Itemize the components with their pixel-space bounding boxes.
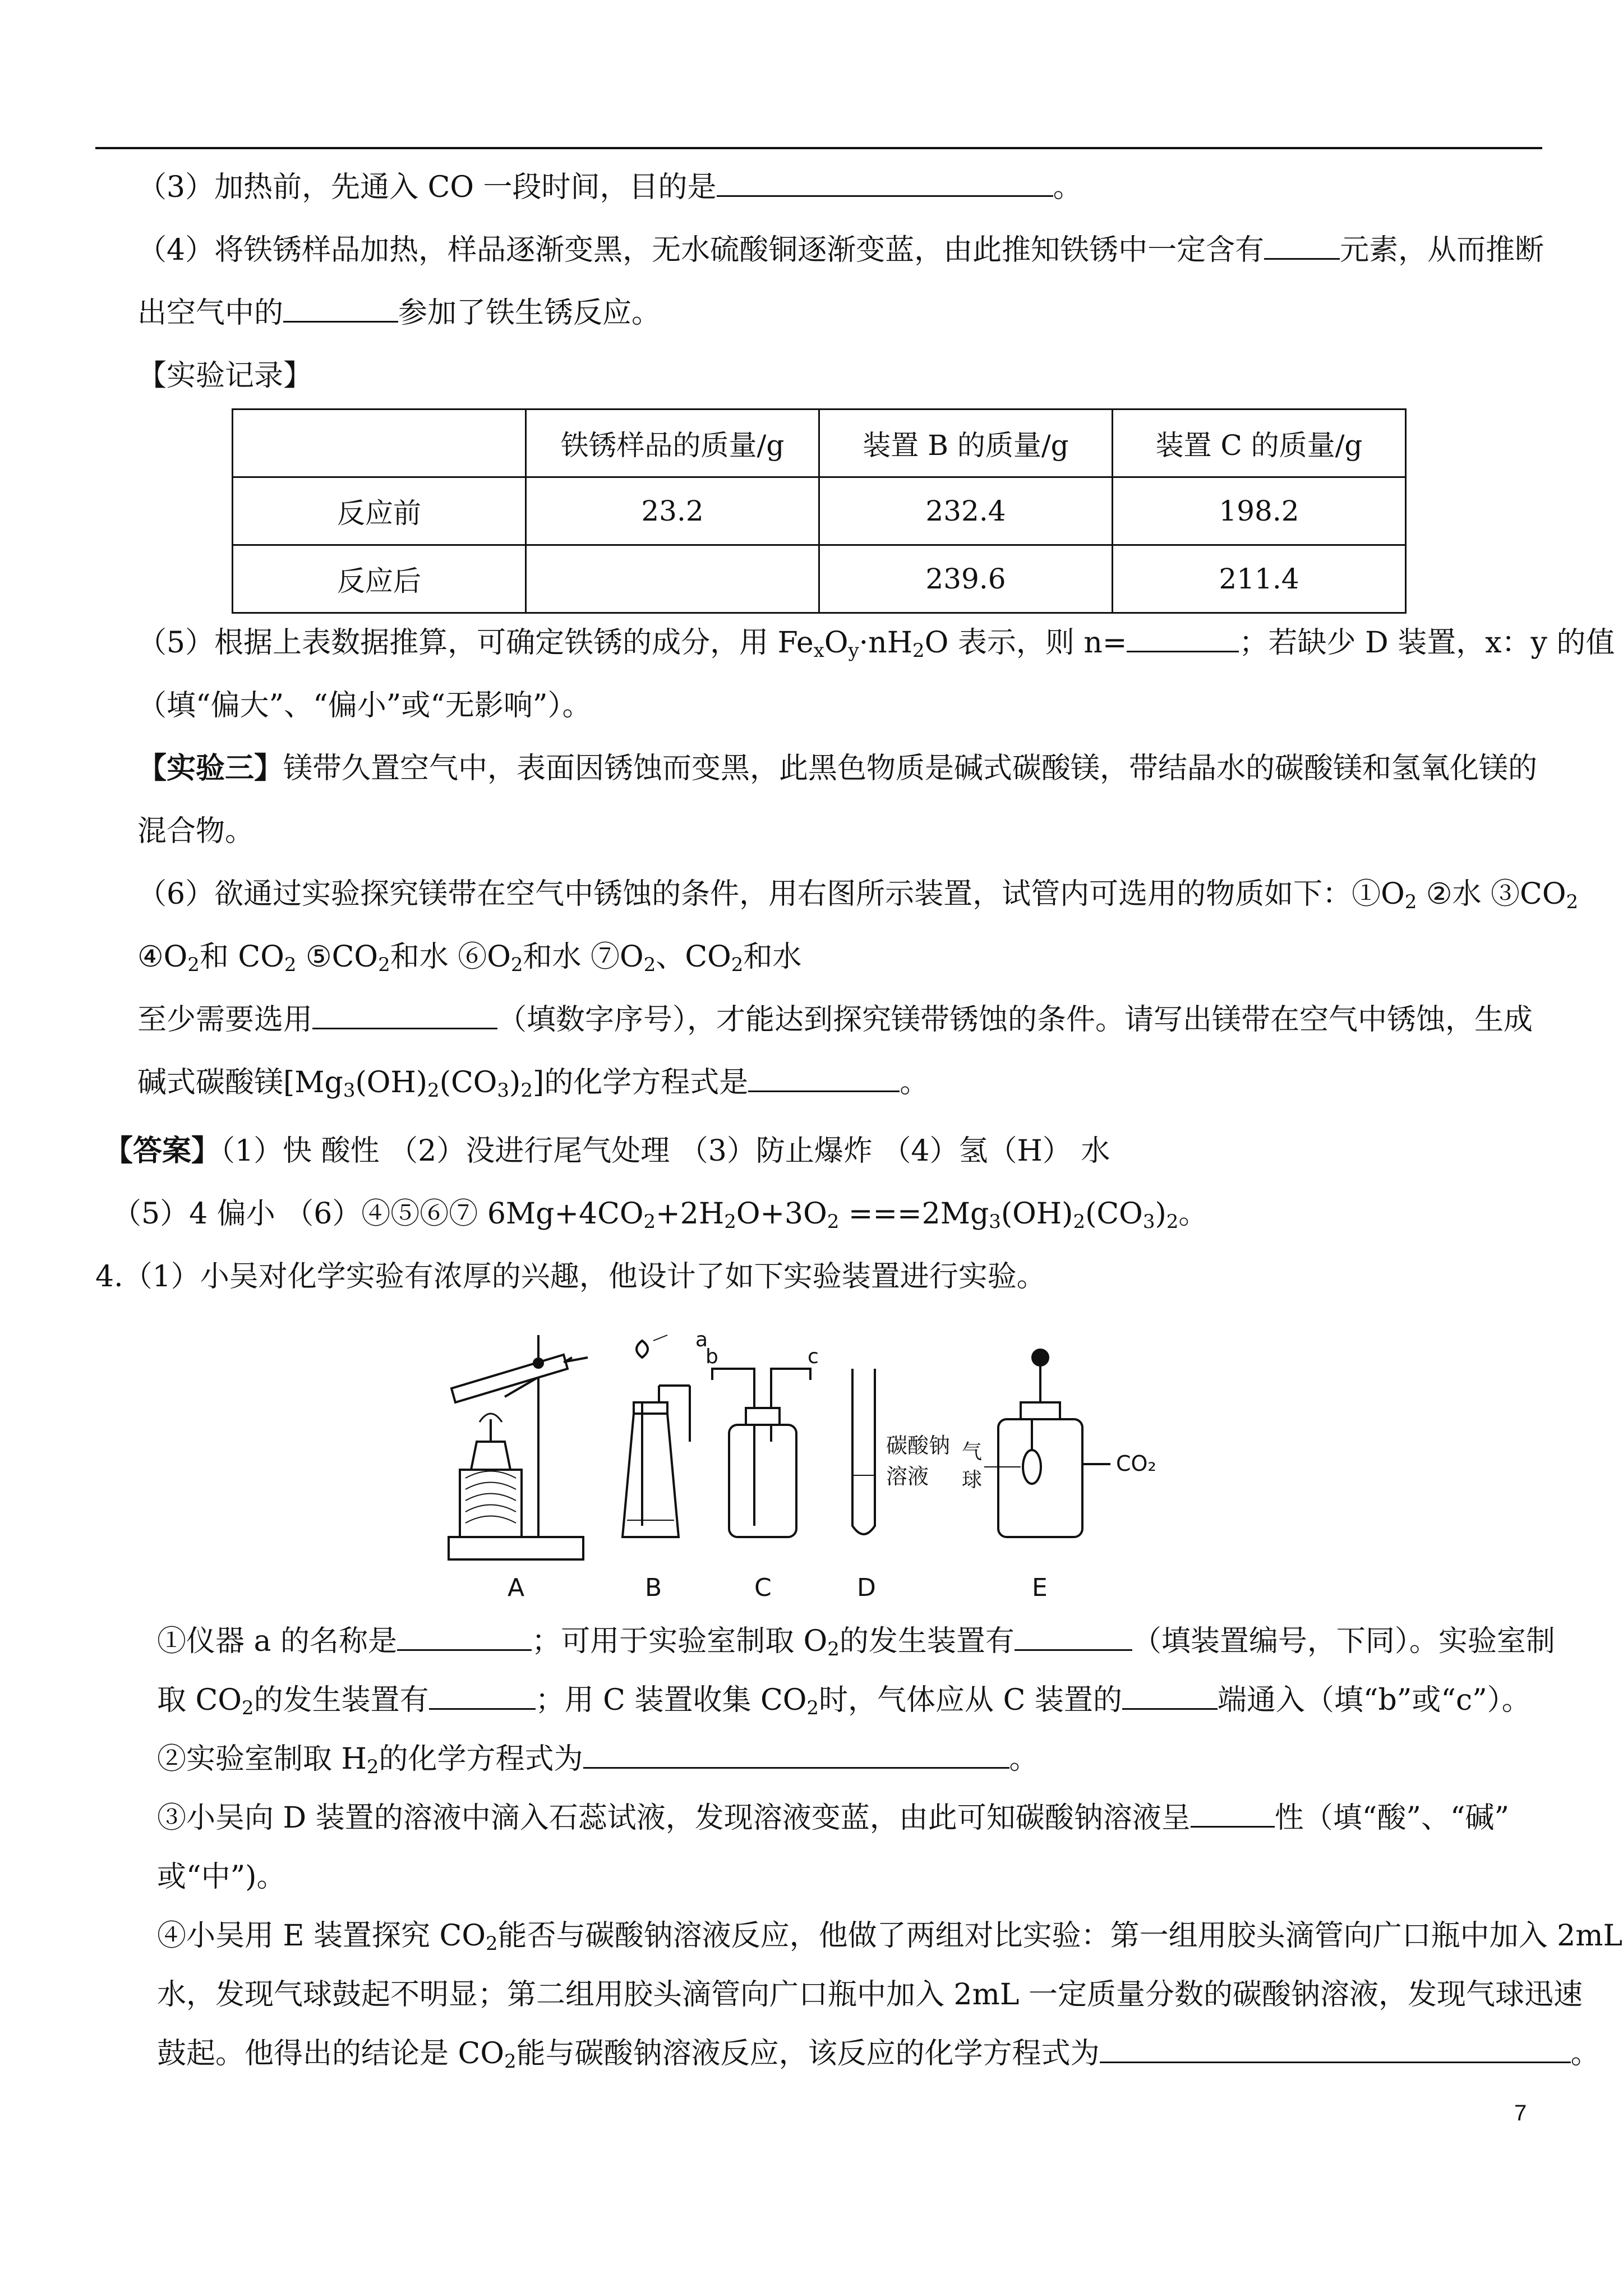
table-cell: [526, 545, 819, 613]
s2-line: ②实验室制取 $H_2$的化学方程式为 。: [157, 1742, 1039, 1778]
answer-line2: （5）4 偏小 （6）④⑤⑥⑦ $6Mg+4CO_2+2H_2O+3O_2 ===2Mg_3(OH)_2(CO_3)_2$。: [112, 1197, 1208, 1233]
answer-blank[interactable]: [1100, 2037, 1571, 2063]
answer-blank[interactable]: [1264, 233, 1340, 260]
table-cell: 23.2: [526, 477, 819, 545]
apparatus-figure: [437, 1324, 1206, 1604]
table-cell: 198.2: [1113, 477, 1406, 545]
label-a-pointer: a: [695, 1328, 708, 1351]
s1-line2: 取 $CO_2$的发生装置有 ；用 C 装置收集 $CO_2$时，气体应从 C 装置的 端通入（填“b”或“c”）。: [157, 1683, 1531, 1719]
q5-line1: （5）根据上表数据推算，可确定铁锈的成分，用 $Fe_xO_y\cdot nH_2O$ 表示，则 n= ；若缺少 D 装置，x：y 的值: [137, 626, 1615, 662]
answer-blank[interactable]: [1122, 1683, 1218, 1710]
apparatus-c: [712, 1369, 810, 1537]
label-e-balloon2: 球: [962, 1469, 983, 1492]
table-cell: 239.6: [819, 545, 1113, 613]
answer-blank[interactable]: [1015, 1625, 1132, 1651]
label-e-gas: CO₂: [1116, 1451, 1156, 1476]
answer-blank[interactable]: [283, 296, 398, 323]
exp3-line2: 混合物。: [137, 815, 255, 848]
record-heading: 【实验记录】: [137, 359, 313, 393]
apparatus-d: [852, 1369, 875, 1534]
apparatus-a: [449, 1335, 588, 1559]
header-rule: [95, 147, 1542, 149]
table-row: [233, 545, 1406, 613]
answer-line1: 【答案】（1）快 酸性 （2）没进行尾气处理 （3）防止爆炸 （4）氢（H） 水: [104, 1134, 1110, 1168]
q6-line2: $④O_2$和 $CO_2$ $⑤CO_2$和水 $⑥O_2$和水 $⑦O_2$、$CO_2$和水: [137, 940, 802, 976]
label-e-balloon1: 气: [962, 1441, 983, 1464]
q4-line2: 出空气中的 参加了铁生锈反应。: [137, 296, 661, 330]
table-row: [233, 409, 1406, 477]
answer-blank[interactable]: [429, 1683, 536, 1710]
label-a: A: [508, 1573, 525, 1602]
answer-blank[interactable]: [312, 1003, 497, 1029]
label-c-port: c: [808, 1345, 819, 1368]
answer-blank[interactable]: [717, 171, 1053, 197]
label-b-port: b: [706, 1345, 718, 1368]
answer-blank[interactable]: [748, 1066, 900, 1092]
q3-line: （3）加热前，先通入 CO 一段时间，目的是 。: [137, 171, 1082, 204]
label-b: B: [645, 1573, 662, 1602]
label-d-solution2: 溶液: [886, 1464, 929, 1489]
answer-blank[interactable]: [397, 1625, 532, 1651]
apparatus-e: [984, 1350, 1110, 1537]
apparatus-b: [623, 1335, 690, 1537]
s3-line1: ③小吴向 D 装置的溶液中滴入石蕊试液，发现溶液变蓝，由此可知碳酸钠溶液呈 性（填“酸”、“碱”: [157, 1801, 1510, 1835]
table-cell: 211.4: [1113, 545, 1406, 613]
s4-line2: 水，发现气球鼓起不明显；第二组用胶头滴管向广口瓶中加入 2mL 一定质量分数的碳酸钠溶液，发现气球迅速: [157, 1978, 1583, 2012]
answer-blank[interactable]: [1191, 1801, 1275, 1828]
table-cell: 装置 B 的质量/g: [819, 409, 1113, 477]
s4-line1: ④小吴用 E 装置探究 $CO_2$能否与碳酸钠溶液反应，他做了两组对比实验：第一组用胶头滴管向广口瓶中加入 2mL: [157, 1919, 1623, 1955]
s4-line3: 鼓起。他得出的结论是 $CO_2$能与碳酸钠溶液反应，该反应的化学方程式为 。: [157, 2037, 1600, 2073]
q6-line1: （6）欲通过实验探究镁带在空气中锈蚀的条件，用右图所示装置，试管内可选用的物质如下：$①O_2$ ②水 $③CO_2$: [137, 877, 1579, 913]
table-cell: 装置 C 的质量/g: [1113, 409, 1406, 477]
q6-line3: 至少需要选用 （填数字序号），才能达到探究镁带锈蚀的条件。请写出镁带在空气中锈蚀，生成: [137, 1003, 1533, 1037]
page-number: 7: [1514, 2101, 1527, 2125]
exp3-line1: 【实验三】镁带久置空气中，表面因锈蚀而变黑，此黑色物质是碱式碳酸镁，带结晶水的碳酸镁和氢氧化镁的: [137, 751, 1538, 785]
label-e: E: [1032, 1573, 1048, 1602]
record-table: [232, 408, 1407, 614]
answer-blank[interactable]: [1127, 626, 1239, 652]
table-cell: 铁锈样品的质量/g: [526, 409, 819, 477]
s3-line2: 或“中”)。: [157, 1860, 286, 1894]
label-c: C: [754, 1573, 772, 1602]
label-d-solution1: 碳酸钠: [886, 1433, 951, 1458]
table-cell: 反应后: [233, 545, 526, 613]
q6-line4: 碱式碳酸镁$[Mg_3(OH)_2(CO_3)_2]$的化学方程式是 。: [137, 1066, 929, 1102]
table-cell: 232.4: [819, 477, 1113, 545]
answer-blank[interactable]: [583, 1742, 1009, 1769]
table-cell: 反应前: [233, 477, 526, 545]
table-row: [233, 477, 1406, 545]
table-cell: [233, 409, 526, 477]
s1-line1: ①仪器 a 的名称是 ；可用于实验室制取 $O_2$的发生装置有 （填装置编号，下同）。实验室制: [157, 1625, 1555, 1660]
q5-line2: （填“偏大”、“偏小”或“无影响”）。: [137, 689, 592, 723]
q4main-intro: 4.（1）小吴对化学实验有浓厚的兴趣，他设计了如下实验装置进行实验。: [95, 1260, 1046, 1294]
label-d: D: [857, 1573, 876, 1602]
q4-line1: （4）将铁锈样品加热，样品逐渐变黑，无水硫酸铜逐渐变蓝，由此推知铁锈中一定含有 元素，从而推断: [137, 233, 1544, 267]
